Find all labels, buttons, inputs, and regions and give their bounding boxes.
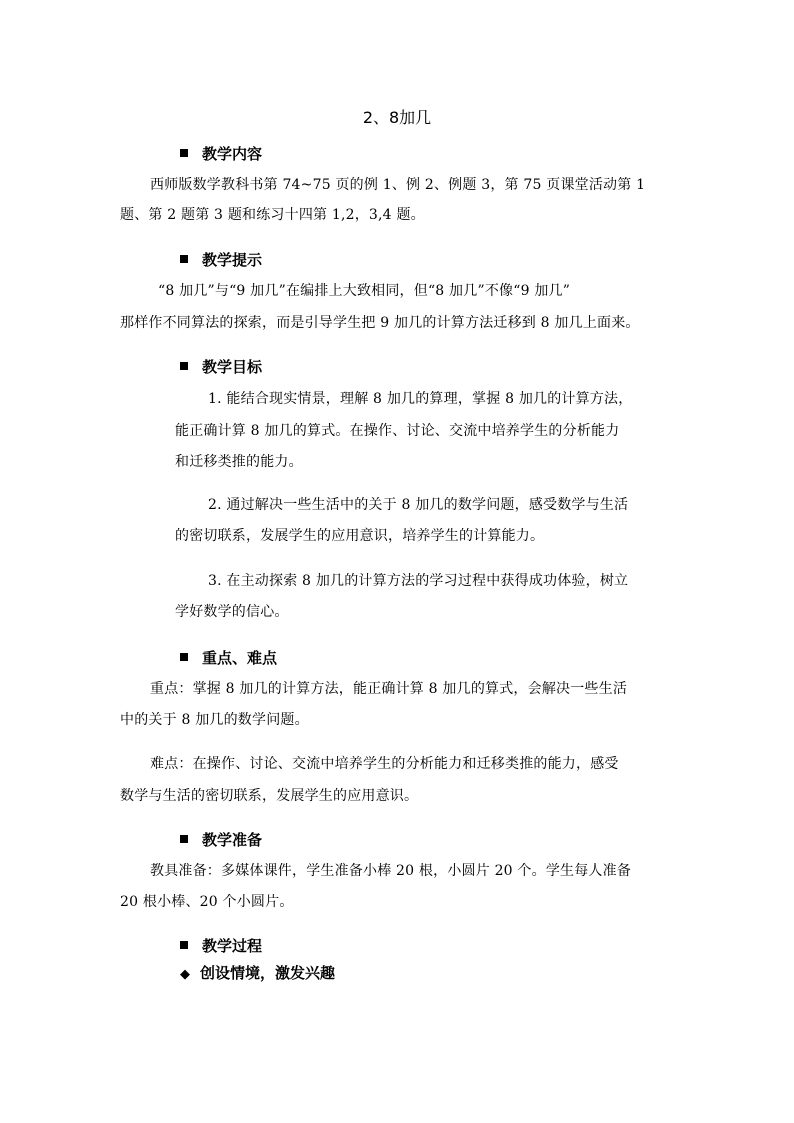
heading-key-text: 重点、难点 (202, 649, 278, 667)
goal3-line-2: 学好数学的信心。 (175, 604, 289, 620)
square-bullet-icon (180, 835, 188, 843)
difficulty-line-2: 数学与生活的密切联系，发展学生的应用意识。 (120, 788, 419, 804)
goal2-line-2: 的密切联系，发展学生的应用意识，培养学生的计算能力。 (175, 528, 545, 544)
square-bullet-icon (180, 149, 188, 157)
heading-content-text: 教学内容 (202, 145, 263, 163)
content-line-2: 题、第 2 题第 3 题和练习十四第 1,2，3,4 题。 (120, 207, 425, 223)
page-title: 2、8加几 (362, 108, 432, 127)
heading-process (180, 936, 262, 956)
heading-prep (180, 830, 262, 850)
prep-line-2: 20 根小棒、20 个小圆片。 (120, 894, 294, 910)
square-bullet-icon (180, 362, 188, 370)
goal1-line-3: 和迁移类推的能力。 (175, 454, 303, 470)
goal1-line-2: 能正确计算 8 加几的算式。在操作、讨论、交流中培养学生的分析能力 (175, 423, 620, 439)
prep-line-1: 教具准备：多媒体课件，学生准备小棒 20 根，小圆片 20 个。学生每人准备 (150, 863, 632, 879)
subheading-process-text: 创设情境，激发兴趣 (200, 964, 336, 982)
heading-tips (180, 250, 262, 270)
subheading-process (180, 963, 335, 985)
heading-content (180, 144, 262, 164)
key-line-1: 重点：掌握 8 加几的计算方法，能正确计算 8 加几的算式，会解决一些生活 (150, 681, 628, 697)
difficulty-line-1: 难点：在操作、讨论、交流中培养学生的分析能力和迁移类推的能力，感受 (150, 756, 619, 772)
tips-line-1: “8 加几”与“9 加几”在编排上大致相同，但“8 加几”不像“9 加几” (158, 283, 571, 299)
goal2-line-1: 2. 通过解决一些生活中的关于 8 加几的数学问题，感受数学与生活 (208, 497, 629, 513)
heading-goals-text: 教学目标 (202, 358, 263, 376)
diamond-bullet-icon: ◆ (180, 967, 190, 982)
heading-process-text: 教学过程 (202, 937, 263, 955)
heading-goals (180, 357, 262, 377)
goal3-line-1: 3. 在主动探索 8 加几的计算方法的学习过程中获得成功体验，树立 (208, 573, 629, 589)
heading-key (180, 648, 277, 668)
key-line-2: 中的关于 8 加几的数学问题。 (120, 712, 309, 728)
heading-prep-text: 教学准备 (202, 831, 263, 849)
heading-tips-text: 教学提示 (202, 251, 263, 269)
square-bullet-icon (180, 941, 188, 949)
goal1-line-1: 1. 能结合现实情景，理解 8 加几的算理，掌握 8 加几的计算方法， (208, 391, 633, 407)
content-line-1: 西师版数学教科书第 74~75 页的例 1、例 2、例题 3，第 75 页课堂活动第 1 (150, 177, 646, 193)
tips-line-2: 那样作不同算法的探索，而是引导学生把 9 加几的计算方法迁移到 8 加几上面来。 (120, 315, 640, 331)
square-bullet-icon (180, 653, 188, 661)
square-bullet-icon (180, 255, 188, 263)
